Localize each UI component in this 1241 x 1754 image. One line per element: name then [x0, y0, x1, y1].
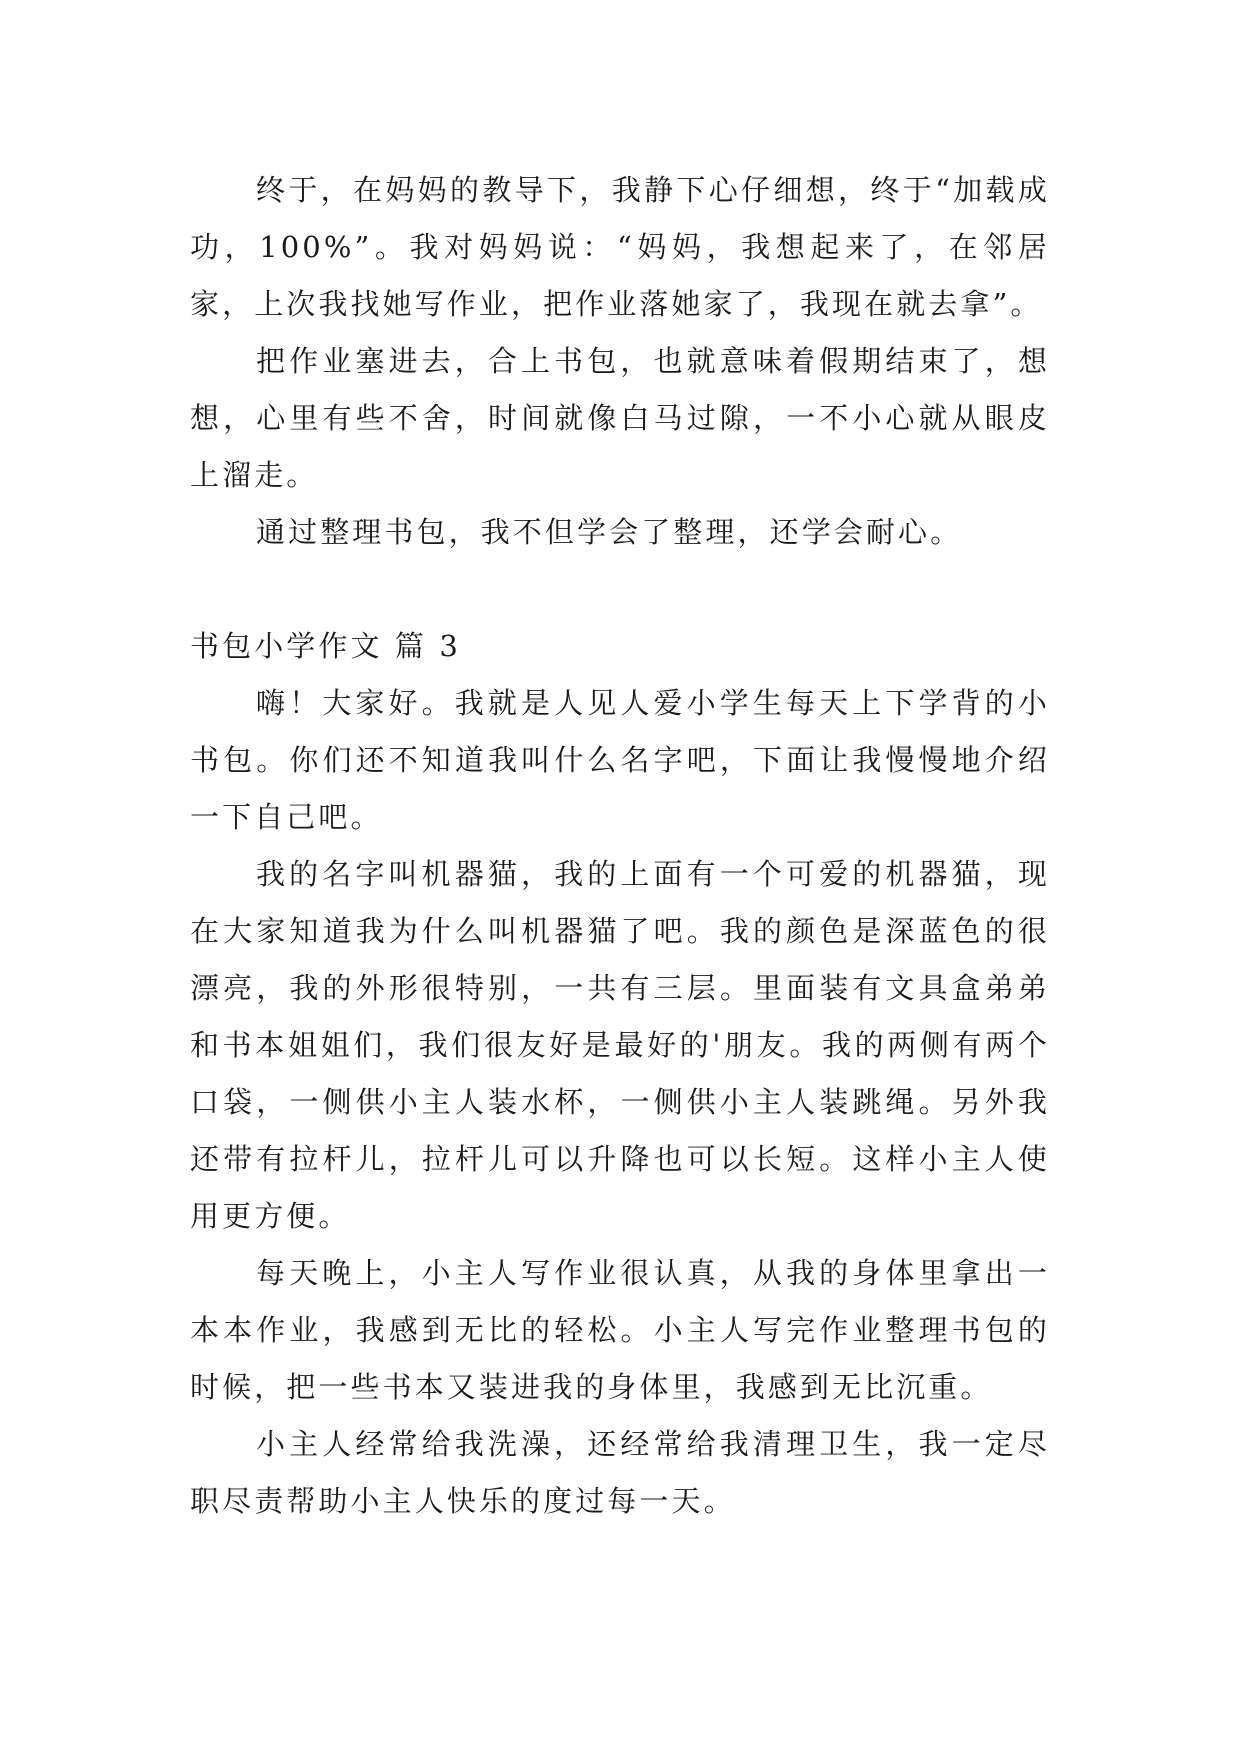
paragraph: 嗨！大家好。我就是人见人爱小学生每天上下学背的小书包。你们还不知道我叫什么名字吧，下面让我慢慢地介绍一下自己吧。: [190, 686, 1050, 834]
paragraph: 我的名字叫机器猫，我的上面有一个可爱的机器猫，现在大家知道我为什么叫机器猫了吧。我的颜色是深蓝色的很漂亮，我的外形很特别，一共有三层。里面装有文具盒弟弟和书本姐姐们，我们很友好是最好的'朋友。我的两侧有两个口袋，一侧供小主人装水杯，一侧供小主人装跳绳。另外我还带有拉杆儿，拉杆儿可以升降也可以长短。这样小主人使用更方便。: [190, 857, 1050, 1233]
paragraph: 小主人经常给我洗澡，还经常给我清理卫生，我一定尽职尽责帮助小主人快乐的度过每一天。: [190, 1427, 1050, 1518]
section-heading: 书包小学作文 篇 3: [190, 629, 461, 663]
paragraph: 终于，在妈妈的教导下，我静下心仔细想，终于“加载成功，100%”。我对妈妈说：“妈妈，我想起来了，在邻居家，上次我找她写作业，把作业落她家了，我现在就去拿”。: [190, 173, 1050, 321]
paragraph: 通过整理书包，我不但学会了整理，还学会耐心。: [256, 515, 963, 549]
paragraph: 每天晚上，小主人写作业很认真，从我的身体里拿出一本本作业，我感到无比的轻松。小主人写完作业整理书包的时候，把一些书本又装进我的身体里，我感到无比沉重。: [190, 1256, 1050, 1404]
document-body: [190, 162, 1050, 1530]
paragraph: 把作业塞进去，合上书包，也就意味着假期结束了，想想，心里有些不舍，时间就像白马过隙，一不小心就从眼皮上溜走。: [190, 344, 1050, 492]
section-spacer: [190, 561, 1050, 618]
